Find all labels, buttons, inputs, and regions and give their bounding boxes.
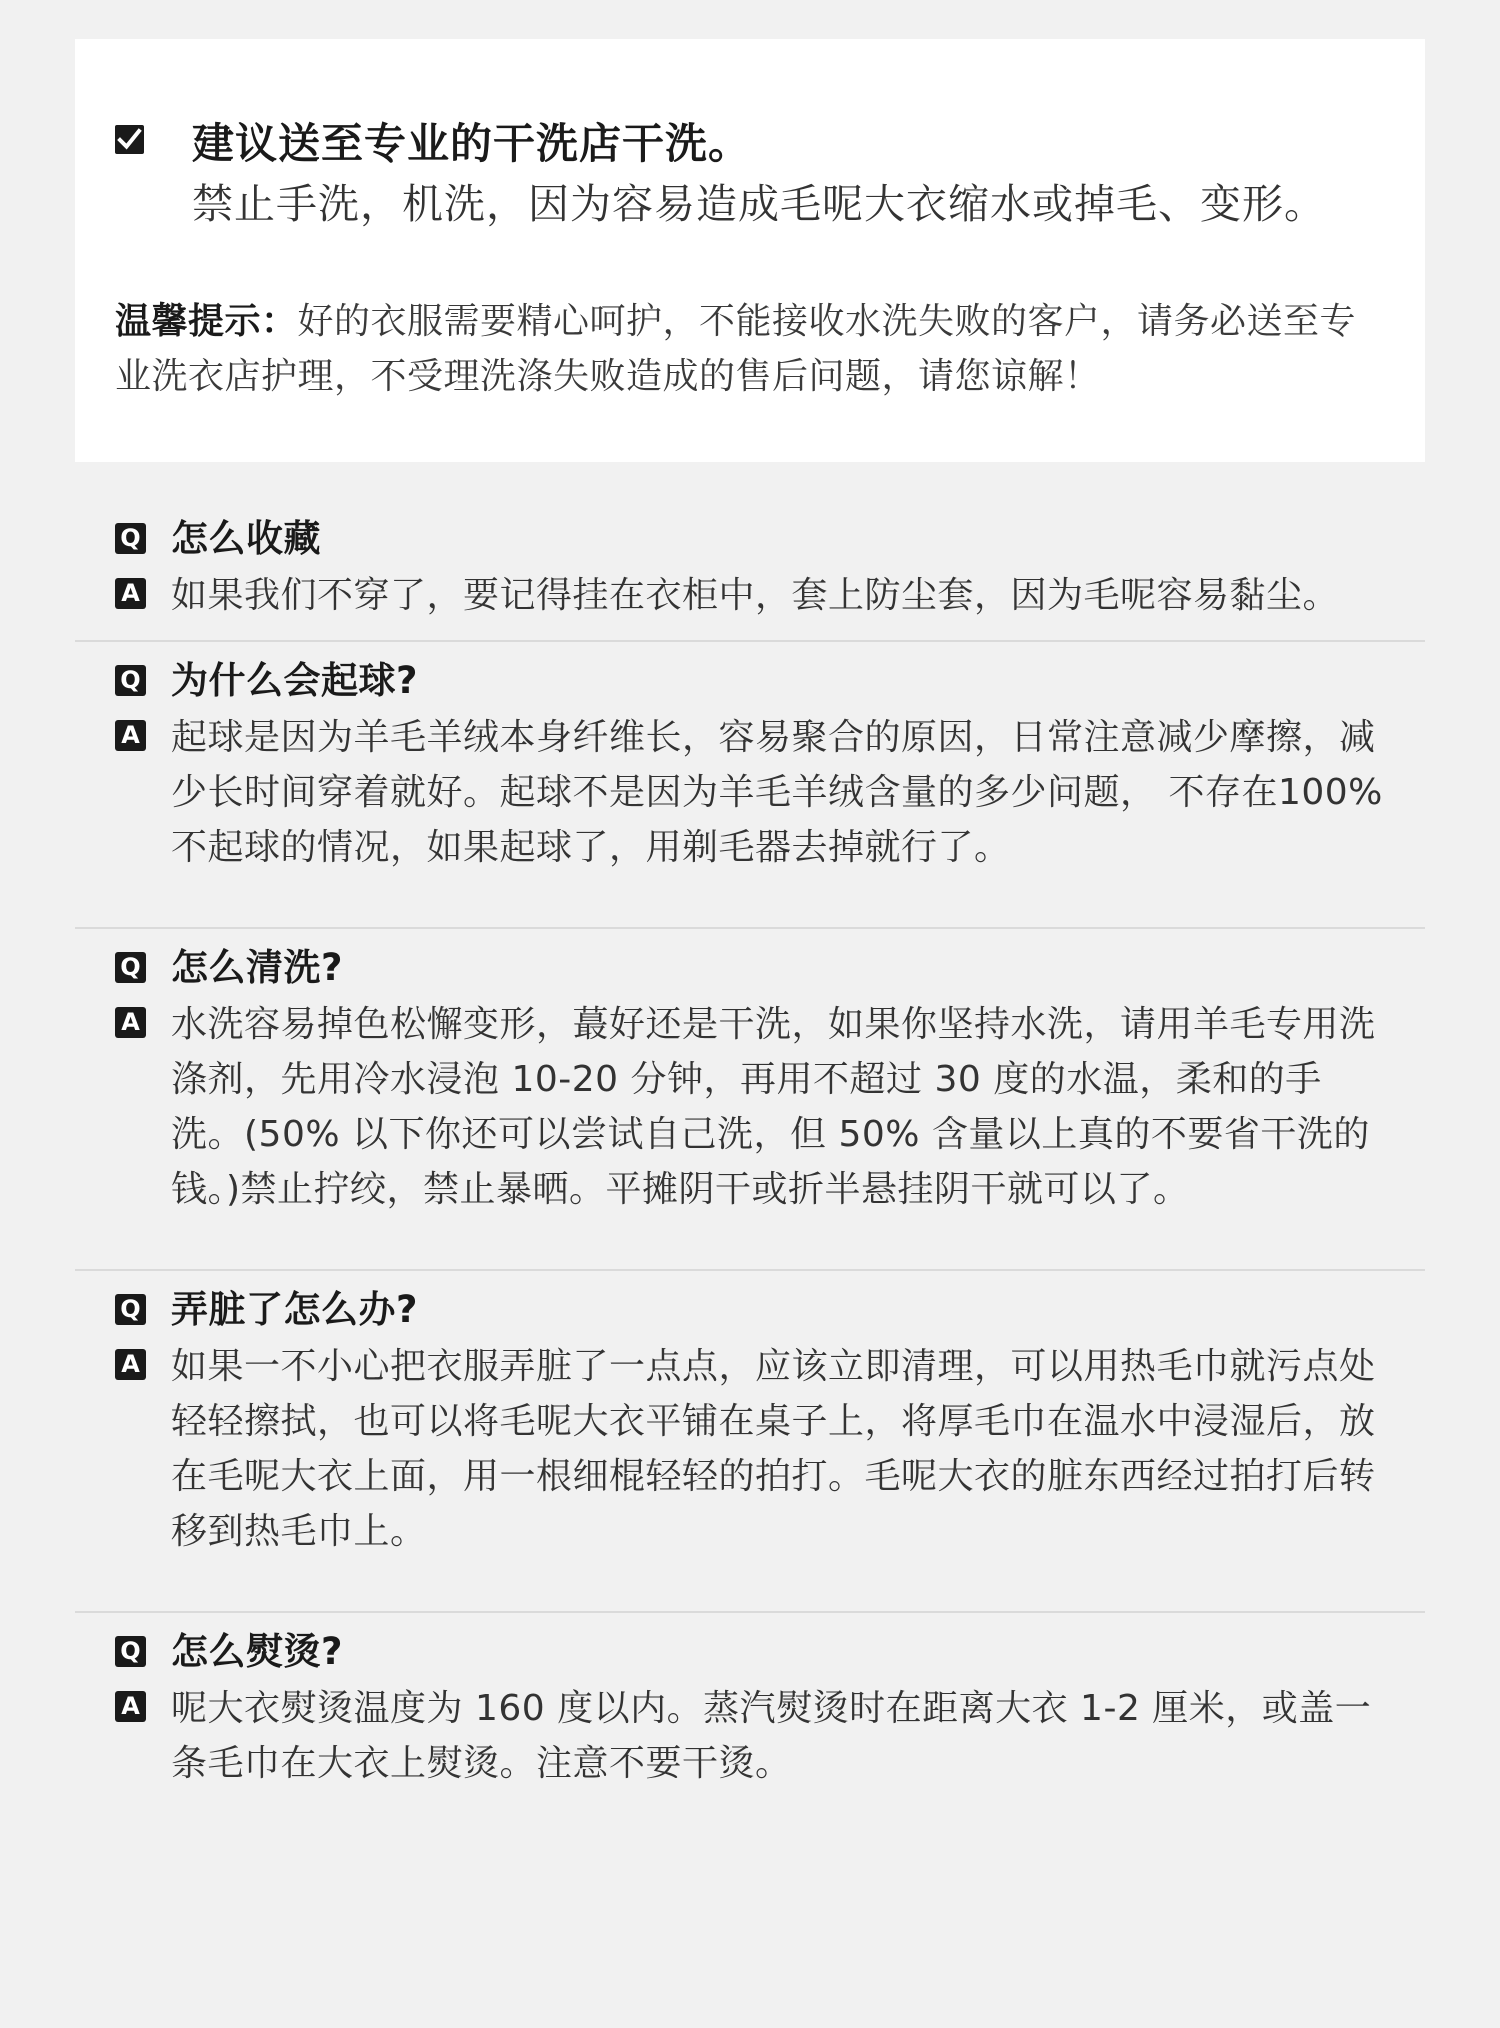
question-text: 怎么清洗? [171, 946, 343, 989]
answer-text: 水洗容易掉色松懈变形，蕞好还是干洗，如果你坚持水洗，请用羊毛专用洗涤剂，先用冷水浸泡 10-20 分钟，再用不超过 30 度的水温，柔和的手洗。(50% 以下你还可以尝试自己洗，但 50% 含量以上真的不要省干洗的钱。)禁止拧绞，禁止暴晒。平摊阴干或折半悬挂阴干就可以了。 [171, 1004, 1376, 1210]
faq-list [75, 500, 1425, 1825]
checkbox-icon [115, 125, 144, 154]
q-badge-icon: Q [115, 1294, 146, 1325]
faq-question [115, 512, 1385, 566]
faq-answer [115, 1681, 1385, 1791]
faq-answer [115, 1339, 1385, 1559]
faq-item-stains [75, 1283, 1425, 1611]
faq-question [115, 1283, 1385, 1337]
warm-tip-text: 好的衣服需要精心呵护，不能接收水洗失败的客户，请务必送至专业洗衣店护理，不受理洗涤失败造成的售后问题，请您谅解！ [115, 301, 1357, 397]
divider [75, 927, 1425, 929]
warm-tip [115, 294, 1385, 404]
faq-answer [115, 710, 1385, 875]
faq-item-ironing [75, 1625, 1425, 1825]
divider [75, 1269, 1425, 1271]
faq-item-pilling [75, 654, 1425, 927]
notice-title: 建议送至专业的干洗店干洗。 [192, 119, 752, 168]
answer-text: 如果一不小心把衣服弄脏了一点点，应该立即清理，可以用热毛巾就污点处轻轻擦拭，也可以将毛呢大衣平铺在桌子上，将厚毛巾在温水中浸湿后，放在毛呢大衣上面，用一根细棍轻轻的拍打。毛呢大衣的脏东西经过拍打后转移到热毛巾上。 [171, 1346, 1376, 1552]
divider [75, 640, 1425, 642]
faq-answer [115, 997, 1385, 1217]
warm-tip-label: 温馨提示： [115, 301, 298, 342]
answer-text: 如果我们不穿了，要记得挂在衣柜中，套上防尘套，因为毛呢容易黏尘。 [171, 575, 1340, 616]
question-text: 怎么收藏 [171, 517, 321, 560]
question-text: 弄脏了怎么办? [171, 1288, 418, 1331]
notice-card [75, 39, 1425, 462]
a-badge-icon: A [115, 1007, 146, 1038]
notice-subtitle: 禁止手洗，机洗，因为容易造成毛呢大衣缩水或掉毛、变形。 [192, 180, 1326, 228]
a-badge-icon: A [115, 1349, 146, 1380]
question-text: 为什么会起球? [171, 659, 418, 702]
a-badge-icon: A [115, 1691, 146, 1722]
q-badge-icon: Q [115, 665, 146, 696]
q-badge-icon: Q [115, 523, 146, 554]
answer-text: 起球是因为羊毛羊绒本身纤维长，容易聚合的原因，日常注意减少摩擦，减少长时间穿着就好。起球不是因为羊毛羊绒含量的多少问题， 不存在100% 不起球的情况，如果起球了，用剃毛器去掉就行了。 [171, 717, 1383, 868]
faq-question [115, 1625, 1385, 1679]
divider [75, 1611, 1425, 1613]
answer-text: 呢大衣熨烫温度为 160 度以内。蒸汽熨烫时在距离大衣 1-2 厘米，或盖一条毛巾在大衣上熨烫。注意不要干烫。 [171, 1688, 1372, 1784]
question-text: 怎么熨烫? [171, 1630, 343, 1673]
a-badge-icon: A [115, 720, 146, 751]
faq-question [115, 654, 1385, 708]
faq-item-storage [75, 512, 1425, 640]
a-badge-icon: A [115, 578, 146, 609]
faq-item-washing [75, 941, 1425, 1269]
q-badge-icon: Q [115, 1636, 146, 1667]
q-badge-icon: Q [115, 952, 146, 983]
faq-question [115, 941, 1385, 995]
faq-answer [115, 568, 1385, 623]
